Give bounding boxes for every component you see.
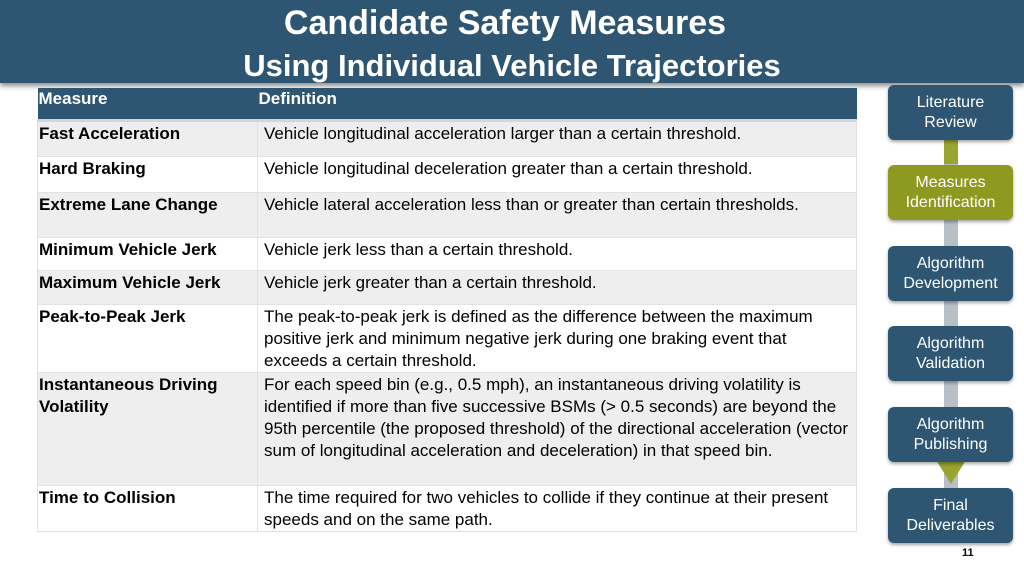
measure-cell: Maximum Vehicle Jerk <box>38 271 258 305</box>
definition-cell: Vehicle longitudinal acceleration larger than a certain threshold. <box>258 121 857 157</box>
table-row <box>38 373 857 486</box>
step-label-line2: Publishing <box>913 435 988 453</box>
table-row <box>38 193 857 238</box>
step-label-line1: Final <box>933 496 968 514</box>
step-label-line1: Algorithm <box>916 415 985 433</box>
measures-table <box>37 88 857 532</box>
slide-subtitle: Using Individual Vehicle Trajectories <box>243 48 781 83</box>
measure-cell: Minimum Vehicle Jerk <box>38 238 258 271</box>
definition-cell: The peak-to-peak jerk is defined as the difference between the maximum positive jerk and minimum negative jerk during one braking event that exceeds a certain threshold. <box>258 305 857 373</box>
table-header-row <box>38 88 857 121</box>
definition-cell: Vehicle lateral acceleration less than or greater than certain thresholds. <box>258 193 857 238</box>
step-literature-review[interactable] <box>888 85 1013 140</box>
step-label-line1: Algorithm <box>916 254 985 272</box>
definition-cell: Vehicle jerk less than a certain threshold. <box>258 238 857 271</box>
table-row <box>38 238 857 271</box>
measure-cell: Extreme Lane Change <box>38 193 258 238</box>
step-algorithm-publishing[interactable] <box>888 407 1013 462</box>
table-row <box>38 121 857 157</box>
table-row <box>38 157 857 193</box>
step-label-line2: Deliverables <box>906 516 995 534</box>
definition-cell: For each speed bin (e.g., 0.5 mph), an instantaneous driving volatility is identified if more than five successive BSMs (> 0.5 seconds) are beyond the 95th percentile (the proposed threshold) of the directional acceleration (vector sum of longitudinal acceleration and deceleration) in that speed bin. <box>258 373 857 486</box>
step-label-line1: Literature <box>916 93 985 111</box>
step-label-line2: Review <box>924 113 977 131</box>
definition-cell: The time required for two vehicles to collide if they continue at their present speeds and on the same path. <box>258 486 857 532</box>
step-algorithm-development[interactable] <box>888 246 1013 301</box>
column-header-measure: Measure <box>38 88 258 121</box>
table-row <box>38 486 857 532</box>
definition-cell: Vehicle jerk greater than a certain threshold. <box>258 271 857 305</box>
column-header-definition: Definition <box>258 88 857 121</box>
measure-cell: Peak-to-Peak Jerk <box>38 305 258 373</box>
step-algorithm-validation[interactable] <box>888 326 1013 381</box>
measure-cell: Instantaneous Driving Volatility <box>38 373 258 486</box>
step-label-line2: Validation <box>915 354 986 372</box>
title-banner <box>0 0 1024 83</box>
definition-cell: Vehicle longitudinal deceleration greater than a certain threshold. <box>258 157 857 193</box>
flow-arrow-down-icon <box>936 460 966 484</box>
step-label-line1: Algorithm <box>916 334 985 352</box>
slide-title: Candidate Safety Measures <box>283 4 727 42</box>
step-final-deliverables[interactable] <box>888 488 1013 543</box>
measure-cell: Time to Collision <box>38 486 258 532</box>
table-row <box>38 271 857 305</box>
step-measures-identification[interactable] <box>888 165 1013 220</box>
step-label-line2: Identification <box>905 193 996 211</box>
measure-cell: Hard Braking <box>38 157 258 193</box>
page-number: 11 <box>962 547 974 559</box>
step-label-line2: Development <box>903 274 998 292</box>
process-flow <box>888 84 1013 544</box>
table-row <box>38 305 857 373</box>
measure-cell: Fast Acceleration <box>38 121 258 157</box>
step-label-line1: Measures <box>915 173 986 191</box>
